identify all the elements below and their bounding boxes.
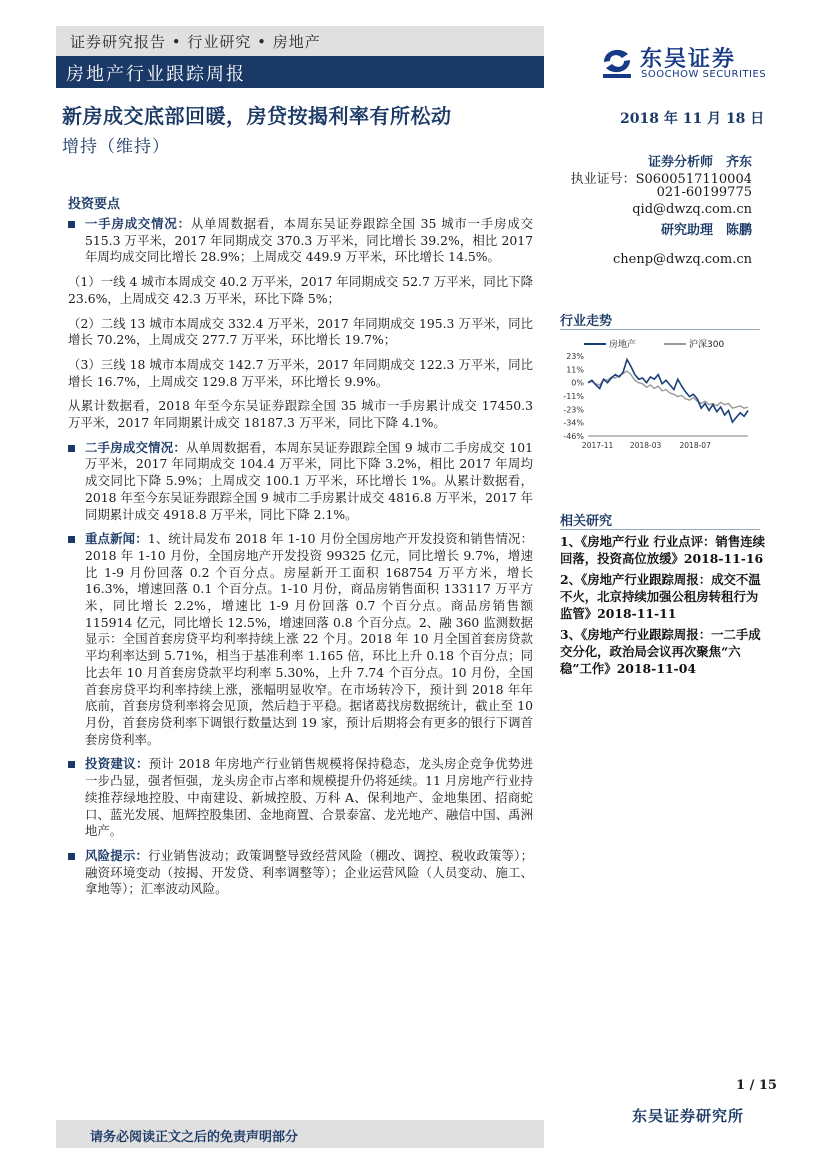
institute-name: 东吴证券研究所 [632, 1107, 745, 1125]
analyst-email: qid@dwzq.com.cn [632, 202, 752, 217]
tier2-paragraph: （2）二线 13 城市本周成交 332.4 万平米，2017 年同期成交 195.3 万平米，同比增长 70.2%，上周成交 277.7 万平米，环比增长 19.7%； [68, 315, 533, 348]
assistant-email: chenp@dwzq.com.cn [612, 252, 752, 267]
logo-text-en: SOOCHOW SECURITIES [641, 69, 767, 80]
list-item[interactable]: 1、《房地产行业 行业点评：销售连续回落，投资高位放缓》2018-11-16 [560, 534, 765, 566]
section-text: 1、统计局发布 2018 年 1-10 月份全国房地产开发投资和销售情况：2018 年 1-10 月份，全国房地产开发投资 99325 亿元，同比增长 9.7%，增速比 1-9 月份回落 0.2 个百分点。房屋新开工面积 168754 万平方米，增长 16.3%，增速回落 0.1 个百分点。1-10 月份，商品房销售面积 133117 万平方米，同比增长 2.2%，增速比 1-9 月份回落 0.7 个百分点。商品房销售额 115914 亿元，同比增长 12.5%，增速回落 0.8 个百分点。2、融 360 监测数据显示：全国首套房贷平均利率持续上涨 22 个月。2018 年 10 月全国首套房贷款平均利率达到 5.71%，相当于基准利率 1.165 倍，环比上升 0.18 个百分点；同比去年 10 月首套房贷款平均利率 5.30%，上升 7.74 个百分点。10 月份，全国首套房贷平均利率持续上涨，涨幅明显收窄。在市场转冷下，预计到 2018 年年底前，首套房贷利率将会见顶，然后趋于平稳。据诸葛找房数据统计，截止至 10 月份，首套房贷利率下调银行数量达到 19 家，预计后期将会有更多的银行下调首套房贷利率。 [85, 531, 533, 747]
page-title: 新房成交底部回暖，房贷按揭利率有所松动 [62, 104, 452, 128]
section-lead: 投资建议： [85, 756, 149, 772]
new-home-section [68, 216, 533, 266]
tier1-paragraph: （1）一线 4 城市本周成交 40.2 万平米，2017 年同期成交 52.7 万平米，同比下降 23.6%，上周成交 42.3 万平米，环比下降 5%； [68, 274, 533, 306]
y-tick-label: 11% [566, 365, 584, 375]
section-lead: 一手房成交情况： [85, 216, 191, 231]
related-research-heading: 相关研究 [560, 514, 613, 529]
tier3-paragraph: （3）三线 18 城市本周成交 142.7 万平米，2017 年同期成交 122.3 万平米，同比增长 16.7%，上周成交 129.8 万平米，环比增长 9.9%。 [68, 356, 533, 389]
rating: 增持（维持） [62, 137, 170, 157]
divider [560, 529, 760, 530]
section-lead: 重点新闻： [85, 531, 148, 547]
x-tick-label: 2018-07 [679, 441, 711, 450]
y-tick-label: 0% [571, 378, 584, 388]
soochow-logo-icon [600, 44, 634, 80]
trend-chart [556, 334, 756, 460]
report-date: 2018 年 11 月 18 日 [620, 111, 765, 127]
bullet-square-icon [68, 445, 75, 452]
report-type: 房地产行业跟踪周报 [66, 64, 246, 85]
analyst-name: 证券分析师 齐东 [647, 155, 752, 170]
bullet-square-icon [68, 761, 75, 768]
y-tick-label: -23% [563, 405, 584, 415]
y-tick-label: -11% [563, 392, 584, 401]
section-text: 从单周数据看，本周东吴证券跟踪全国 9 城市二手房成交 101 万平米，2017 年同期成交 104.4 万平米，同比下降 3.2%，相比 2017 年周均成交同比下降 5.9%；上周成交 100.1 万平米，环比增长 1%。从累计数据看，2018 年至今东吴证券跟踪全国 9 城市二手房累计成交 4816.8 万平米，2017 年同期累计成交 4918.8 万平米，同比下降 2.1%。 [85, 439, 534, 522]
analyst-license: 执业证号：S0600517110004 [570, 172, 752, 187]
y-tick-label: -46% [563, 432, 584, 441]
bullet-square-icon [68, 536, 75, 543]
key-points-heading: 投资要点 [68, 197, 121, 212]
page-number: 1 / 15 [736, 1078, 777, 1093]
list-item[interactable]: 3、《房地产行业跟踪周报：一二手成交分化，政治局会议再次聚焦“六稳”工作》2018-11-04 [560, 627, 761, 676]
y-tick-label: -34% [563, 418, 584, 428]
analyst-phone: 021-60199775 [656, 185, 752, 200]
section-text: 预计 2018 年房地产行业销售规模将保持稳态，龙头房企竞争优势进一步凸显，强者恒强，龙头房企市占率和规模提升仍将延续。11 月房地产行业持续推荐绿地控股、中南建设、新城控股、万科 A、保利地产、金地集团、招商蛇口、蓝光发展、旭辉控股集团、金地商置、合景泰富、龙光地产、融信中国、禹洲地产。 [85, 756, 534, 839]
divider [560, 329, 760, 330]
x-tick-label: 2017-11 [581, 441, 614, 450]
bullet-square-icon [68, 853, 75, 860]
breadcrumb: 证券研究报告 • 行业研究 • 房地产 [70, 33, 321, 51]
advice-section [68, 756, 533, 840]
news-section [68, 531, 533, 748]
section-lead: 二手房成交情况： [85, 439, 186, 455]
trend-heading: 行业走势 [560, 314, 613, 329]
x-tick-label: 2018-03 [629, 441, 662, 450]
logo-text-cn: 东吴证券 [640, 47, 737, 72]
legend-label-a: 房地产 [609, 340, 637, 350]
section-lead: 风险提示： [85, 847, 149, 863]
assistant-name: 研究助理 陈鹏 [660, 223, 752, 238]
main-content [68, 216, 533, 906]
risk-section [68, 848, 533, 898]
section-text: 行业销售波动；政策调整导致经营风险（棚改、调控、税收政策等）；融资环境变动（按揭、开发贷、利率调整等）；企业运营风险（人员变动、施工、拿地等）；汇率波动风险。 [85, 847, 533, 897]
y-tick-label: 23% [566, 352, 584, 361]
cumulative-paragraph: 从累计数据看，2018 年至今东吴证券跟踪全国 35 城市一手房累计成交 17450.3 万平米，2017 年同期累计成交 18187.3 万平米，同比下降 4.1%。 [68, 398, 533, 431]
bullet-square-icon [68, 221, 75, 228]
related-research-list [560, 533, 765, 681]
legend-label-b: 沪深300 [689, 340, 725, 350]
disclaimer-note: 请务必阅读正文之后的免责声明部分 [90, 1130, 299, 1145]
second-home-section [68, 440, 533, 524]
section-text: 从单周数据看，本周东吴证券跟踪全国 35 城市一手房成交 515.3 万平米，2017 年同期成交 370.3 万平米，同比增长 39.2%，相比 2017 年周均成交同比增长 28.9%；上周成交 449.9 万平米，环比增长 14.5%。 [85, 216, 533, 265]
list-item[interactable]: 2、《房地产行业跟踪周报：成交不温不火，北京持续加强公租房转租行为监管》2018-11-11 [560, 572, 761, 621]
